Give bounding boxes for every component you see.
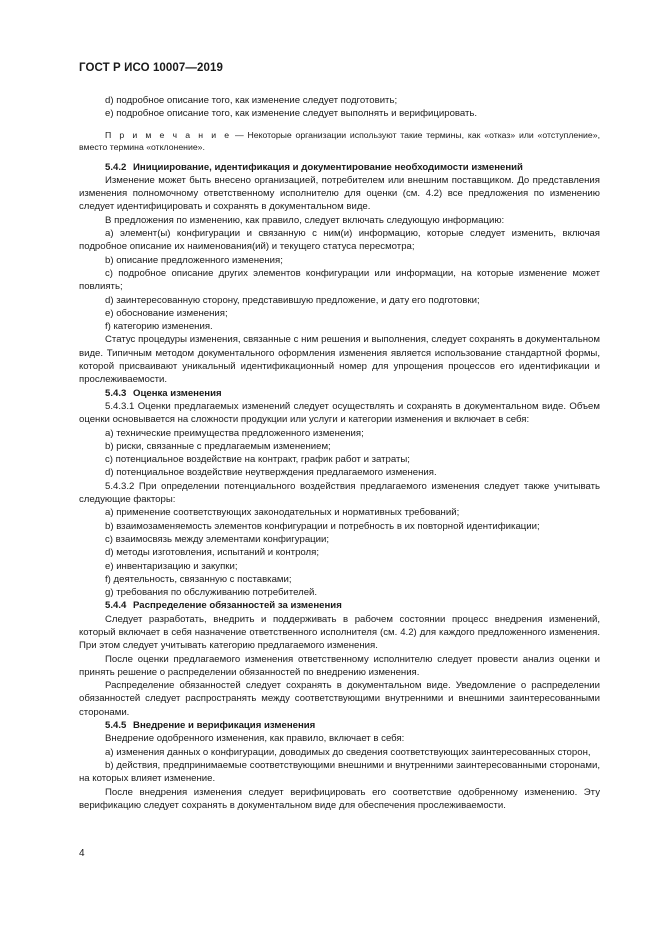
paragraph: Распределение обязанностей следует сохранять в документальном виде. Уведомление о распределении обязанностей следует распространять между соответствующими внутренними и внешними заинтересованными сторонами. (79, 680, 600, 718)
section-title: Внедрение и верификация изменения (133, 720, 316, 732)
list-item: f) деятельность, связанную с поставками; (105, 573, 292, 585)
note-paragraph (79, 129, 600, 153)
section-heading-5-4-2 (79, 161, 600, 174)
list-item: g) требования по обслуживанию потребителей. (105, 587, 318, 599)
list-item: f) категорию изменения. (105, 321, 213, 333)
section-heading-5-4-4 (79, 599, 600, 612)
paragraph: В предложения по изменению, как правило, следует включать следующую информацию: (105, 214, 505, 226)
section-number: 5.4.2 (105, 161, 127, 173)
list-item: d) заинтересованную сторону, представившую предложение, и дату его подготовки; (105, 294, 480, 306)
list-item: d) подробное описание того, как изменение следует подготовить; (105, 95, 398, 106)
section-title: Распределение обязанностей за изменения (133, 600, 342, 612)
paragraph: После оценки предлагаемого изменения ответственному исполнителю следует провести анализ оценки и принять решение о распределении обязанностей по внедрению изменения. (79, 653, 600, 678)
document-header: ГОСТ Р ИСО 10007—2019 (79, 62, 224, 74)
section-number: 5.4.4 (105, 600, 127, 612)
section-number: 5.4.5 (105, 720, 127, 732)
list-item: e) подробное описание того, как изменение следует выполнять и верифицировать. (105, 108, 478, 120)
section-heading-5-4-5 (79, 719, 600, 732)
list-item: c) потенциальное воздействие на контракт, график работ и затраты; (105, 454, 410, 466)
section-heading-5-4-3 (79, 387, 600, 400)
list-item: a) технические преимущества предложенного изменения; (105, 427, 364, 439)
list-item: c) подробное описание других элементов конфигурации или информации, на которые изменение может повлиять; (79, 267, 600, 293)
list-item: a) элемент(ы) конфигурации и связанную с ним(и) информацию, которые следует изменить, включая подробное описание их наименования(ий) и текущего статуса пересмотра; (79, 228, 600, 253)
list-item: d) потенциальное воздействие неутверждения предлагаемого изменения. (105, 467, 437, 479)
section-title: Инициирование, идентификация и документирование необходимости изменений (133, 161, 523, 173)
page-number: 4 (79, 848, 85, 859)
list-item: a) применение соответствующих законодательных и нормативных требований; (105, 507, 460, 519)
list-item: c) взаимосвязь между элементами конфигурации; (105, 533, 330, 545)
paragraph: 5.4.3.1 Оценки предлагаемых изменений следует осуществлять и сохранять в документальном виде. Объем оценки основывается на сложности продукции или услуги и категории изменения и включает в себя: (79, 400, 600, 426)
list-item: d) методы изготовления, испытаний и контроля; (105, 547, 319, 559)
note-label: П р и м е ч а н и е (105, 129, 232, 140)
paragraph: 5.4.3.2 При определении потенциального воздействия предлагаемого изменения следует также учитывать следующие факторы: (79, 480, 600, 506)
list-item: e) инвентаризацию и закупки; (105, 560, 238, 572)
note-text: — Некоторые организации используют такие термины, как «отказ» или «отступление», вместо термина «отклонение». (79, 129, 600, 152)
paragraph: Статус процедуры изменения, связанные с ним решения и выполнения, следует сохранять в документальном виде. Типичным методом документального оформления изменения является использование стандартной формы, которой присваивают уникальный идентификационный номер для упрощения процессов его идентификации и прослеживаемости. (79, 334, 600, 386)
paragraph: Внедрение одобренного изменения, как правило, включает в себя: (105, 733, 405, 745)
list-item: b) действия, предпринимаемые соответствующими внешними и внутренними заинтересованными сторонами, на которых влияет изменение. (79, 759, 600, 785)
list-item: b) риски, связанные с предлагаемым изменением; (105, 440, 331, 452)
list-item: b) описание предложенного изменения; (105, 254, 283, 266)
list-item: e) обоснование изменения; (105, 307, 228, 319)
paragraph: Изменение может быть внесено организацией, потребителем или внешним поставщиком. До представления изменения полномочному ответственному исполнителю для оценки (см. 4.2) все предложения по изменению следует идентифицировать и сохранять в документальном виде. (79, 174, 600, 213)
paragraph: Следует разработать, внедрить и поддерживать в рабочем состоянии процесс внедрения изменений, который включает в себя назначение ответственного исполнителя (см. 4.2) для каждого предложенного изменения. При этом следует учитывать категорию предлагаемого изменения. (79, 613, 600, 652)
list-item: a) изменения данных о конфигурации, доводимых до сведения соответствующих заинтересованных сторон, (105, 746, 591, 758)
section-number: 5.4.3 (105, 387, 127, 399)
document-body (79, 94, 600, 812)
paragraph: После внедрения изменения следует верифицировать его соответствие одобренному изменению. Эту верификацию следует сохранять в документальном виде для обеспечения прослеживаемости. (79, 786, 600, 811)
section-title: Оценка изменения (133, 387, 222, 399)
list-item: b) взаимозаменяемость элементов конфигурации и потребность в их повторной идентификации; (105, 520, 540, 532)
